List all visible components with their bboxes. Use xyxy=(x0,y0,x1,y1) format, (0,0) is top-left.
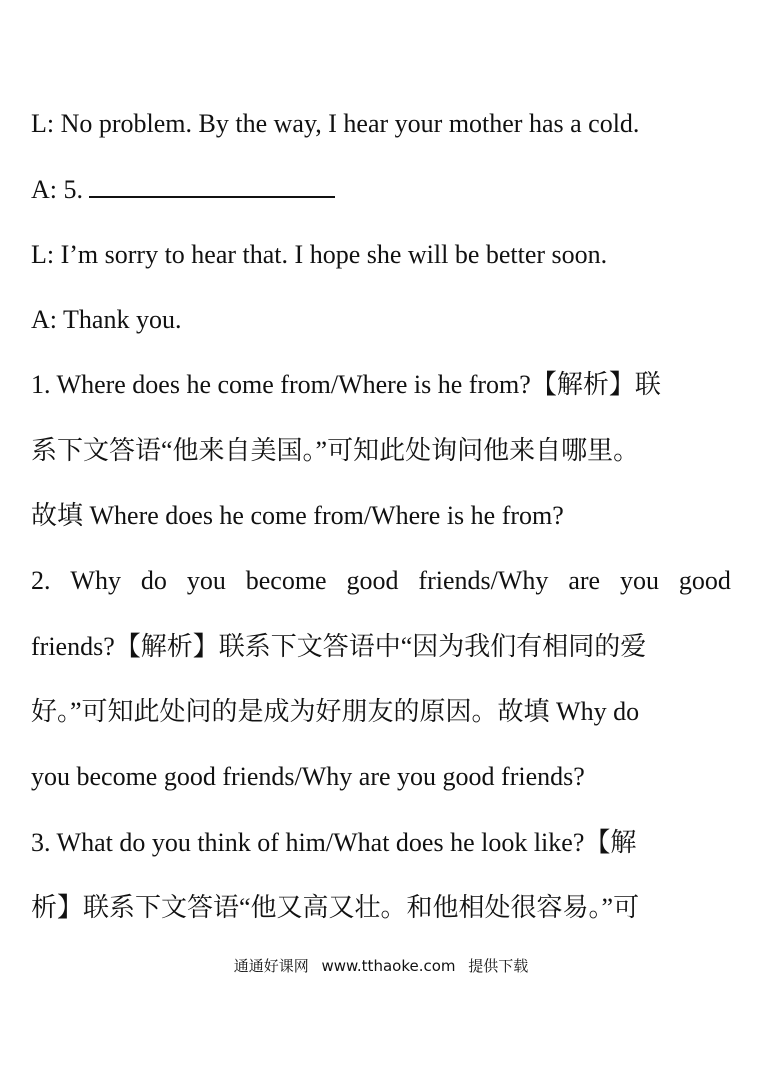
footer-note: 提供下载 xyxy=(468,957,529,975)
word: good xyxy=(678,566,731,595)
answer-2-line-1 xyxy=(31,564,731,598)
answer-1-line-2: 系下文答语“他来自美国。”可知此处询问他来自哪里。 xyxy=(31,436,640,465)
word: you xyxy=(619,566,659,595)
word: become xyxy=(245,566,327,595)
word: you xyxy=(186,566,226,595)
dialogue-line-3: L: I’m sorry to hear that. I hope she will be better soon. xyxy=(31,240,608,269)
word: are xyxy=(568,566,601,595)
dialogue-line-1: L: No problem. By the way, I hear your mother has a cold. xyxy=(31,109,640,138)
dialogue-line-2-prefix: A: 5. xyxy=(31,175,83,204)
dialogue-line-2 xyxy=(31,173,731,207)
answer-2-line-3: 好。”可知此处问的是成为好朋友的原因。故填 Why do xyxy=(31,697,640,726)
word: do xyxy=(140,566,167,595)
page-footer xyxy=(0,956,762,976)
answer-3-line-2: 析】联系下文答语“他又高又壮。和他相处很容易。”可 xyxy=(31,893,640,922)
word: Why xyxy=(70,566,121,595)
answer-2-line-2: friends?【解析】联系下文答语中“因为我们有相同的爱 xyxy=(31,632,647,661)
footer-site-url: www.tthaoke.com xyxy=(321,957,456,975)
answer-blank-5 xyxy=(89,174,335,198)
word: good xyxy=(346,566,399,595)
answer-1-line-3: 故填 Where does he come from/Where is he from? xyxy=(31,501,564,530)
answer-1-line-1: 1. Where does he come from/Where is he from?【解析】联 xyxy=(31,370,661,399)
answer-3-line-1: 3. What do you think of him/What does he look like?【解 xyxy=(31,828,637,857)
footer-site-name: 通通好课网 xyxy=(233,957,309,975)
word: friends/Why xyxy=(418,566,549,595)
dialogue-line-4: A: Thank you. xyxy=(31,305,182,334)
word: 2. xyxy=(31,566,51,595)
answer-2-line-4: you become good friends/Why are you good friends? xyxy=(31,762,585,791)
